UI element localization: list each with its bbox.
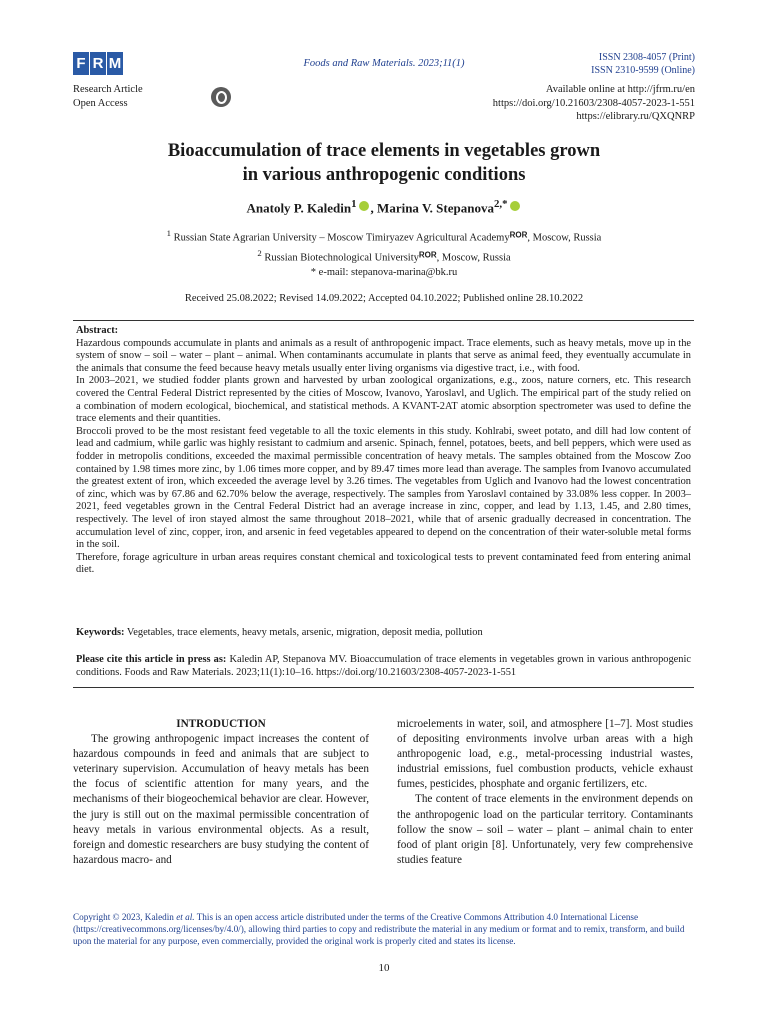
author-separator: , [370,200,378,216]
keywords-label: Keywords: [76,627,125,638]
author-name: Marina V. Stepanova [377,200,494,216]
author-superscript: 2,* [493,198,508,210]
title-line: Bioaccumulation of trace elements in vegetables grown [167,141,601,161]
ror-icon[interactable]: ROR [509,230,528,240]
copyright-notice [73,911,694,947]
abstract-paragraph: Hazardous compounds accumulate in plants and animals as a result of anthropogenic impact. Trace elements, such as heavy metals, move up in the system of snow – soil – water – plant – animal. When contaminants accumulate in plants that serve as animal feed, they eventually accumulate in the animals that consume the feed because heavy metals usually enter living organisms via digestive tract, i.e., with food. [76,337,691,374]
section-heading: INTRODUCTION [176,718,266,730]
doi-link[interactable]: https://doi.org/10.21603/2308-4057-2023-1-551 [492,97,695,109]
divider [73,320,694,321]
copyright-etal: et al. [176,912,195,922]
affiliation-line [0,246,768,266]
copyright-prefix: Copyright © 2023, Kaledin [73,912,177,922]
orcid-icon[interactable] [359,201,369,211]
orcid-icon[interactable] [510,201,520,211]
body-paragraph: The growing anthropogenic impact increases the content of hazardous compounds in feed and animals that are subject to veterinary supervision. Accumulation of heavy metals has been the focus of scientific attention for many years, and the mechanisms of their biogeochemical behavior are clear. However, the jury is still out on the maximal permissible concentration of heavy metals in various environmental objects. As a result, foreign and domestic researchers are busy studying the content of hazardous macro- and [73,733,369,866]
body-paragraph: The content of trace elements in the environment depends on the anthropogenic load on the particular territory. Contaminants follow the snow – soil – water – plant – animal chain to enter food of plant origin [8]. Unfortunately, very few comprehensive studies feature [397,793,693,866]
abstract-paragraph: Broccoli proved to be the most resistant feed vegetable to all the toxic elements in this study. Kohlrabi, sweet potato, and dill had low content of lead and cadmium, while garlic was highly resistant to cadmium and arsenic. Spinach, fennel, potatoes, beets, and bell peppers, which were used as fodder in metropolis conditions, exceeded the maximal permissible concentration of heavy metals. The samples obtained from the Moscow Zoo contained by 1.98 times more zinc, by 1.06 times more copper, and by 89.47 times more lead than average. The samples from Ivanovo accumulated the greatest extent of iron, which exceeded the average level by 3.26 times. The vegetables from Uglich and Ivanovo had the lowest concentration of zinc, which was by 67.86 and 62.70% below the average, respectively. The samples from Yaroslavl contained by 33.08% less copper. In 2003–2021, feed vegetables grown in the Central Federal District had an average increase in zinc, copper, and lead by 1.13, 1.45, and 2.80 times, respectively. The level of iron stayed almost the same throughout 2018–2021, while that of arsenic gradually decreased in concentration. The accumulation level of zinc, copper, iron, and arsenic in feed vegetables appeared to depend on the concentration of their water-soluble metal forms in the soil. [76,425,691,551]
article-title [0,139,768,187]
logo-letter: F [73,52,89,75]
divider [73,687,694,688]
elibrary-link[interactable]: https://elibrary.ru/QXQNRP [576,111,695,122]
citation-note [76,654,691,680]
issn-online: ISSN 2310-9599 (Online) [591,65,695,76]
access-type: Open Access [73,97,128,109]
affiliations [0,226,768,265]
abstract [76,325,691,577]
abstract-paragraph: Therefore, forage agriculture in urban areas requires constant chemical and toxicological tests to prevent contaminated feed from entering animal diet. [76,551,691,576]
affiliation-superscript: 2 [257,247,262,258]
citation-text: Kaledin AP, Stepanova MV. Bioaccumulation of trace elements in vegetables grown in various anthropogenic conditions. Foods and Raw Materials. 2023;11(1):10–16. https://doi.org/10.21603/2308-4057-2023-1-551 [76,654,691,678]
author-superscript: 1 [351,198,357,210]
corresponding-email[interactable]: * e-mail: stepanova-marina@bk.ru [310,267,458,278]
affiliation-location: , Moscow, Russia [527,232,602,244]
affiliation-location: , Moscow, Russia [436,252,511,263]
issn-block [591,51,695,77]
affiliation-name: Russian Biotechnological University [264,252,419,263]
body-paragraph: microelements in water, soil, and atmosphere [1–7]. Most studies of depositing environments involve urban areas with a high anthropogenic load, e.g., metal-processing industrial wastes, industrial emissions, fuel combustion products, vehicle exhaust fumes, pesticides, phosphate and organic fertilizers, etc. [397,718,693,791]
open-access-icon [211,87,231,107]
citation-label: Please cite this article in press as: [76,654,227,665]
abstract-label: Abstract: [76,325,119,336]
available-online-link[interactable]: Available online at http://jfrm.ru/en [545,84,695,95]
copyright-text: This is an open access article distributed under the terms of the Creative Commons Attribution 4.0 International License (https://creativecommons.org/licenses/by/4.0/), allowing third parties to copy and redistribute the material in any medium or format and to remix, transform, and build upon the material for any purpose, even commercially, provided the original work is properly cited and states its license. [73,912,685,946]
article-type: Research Article [73,84,143,95]
article-meta-right [493,83,695,124]
logo-letter: M [107,52,123,75]
title-line: in various anthropogenic conditions [242,165,526,185]
logo-letter: R [90,52,106,75]
journal-citation: Foods and Raw Materials. 2023;11(1) [303,58,465,69]
corresponding-star: * [502,198,508,210]
article-meta-left [73,83,143,110]
page-number: 10 [378,962,390,974]
author-list [0,198,768,216]
body-column-right [397,717,693,868]
ror-icon[interactable]: ROR [418,250,437,259]
keywords [76,627,691,640]
affiliation-superscript: 1 [166,228,171,238]
issn-print: ISSN 2308-4057 (Print) [598,52,695,63]
keywords-text: Vegetables, trace elements, heavy metals, arsenic, migration, deposit media, pollution [126,627,483,638]
body-column-left [73,717,369,868]
abstract-paragraph: In 2003–2021, we studied fodder plants grown and harvested by urban zoological organizations, e.g., zoos, nature corners, etc. This research covered the Central Federal District represented by the cities of Moscow, Ivanovo, Yaroslavl, and Uglich. The empirical part of the study relied on a combination of modern ecological, biochemical, and statistical methods. A KVANT-2AT atomic absorption spectrometer was used to define the trace elements and their quantities. [76,375,691,425]
affiliation-line [0,226,768,246]
publication-dates: Received 25.08.2022; Revised 14.09.2022; Accepted 04.10.2022; Published online 28.10.2022 [184,293,584,304]
author-name: Anatoly P. Kaledin [246,200,352,216]
affiliation-name: Russian State Agrarian University – Moscow Timiryazev Agricultural Academy [173,232,510,244]
